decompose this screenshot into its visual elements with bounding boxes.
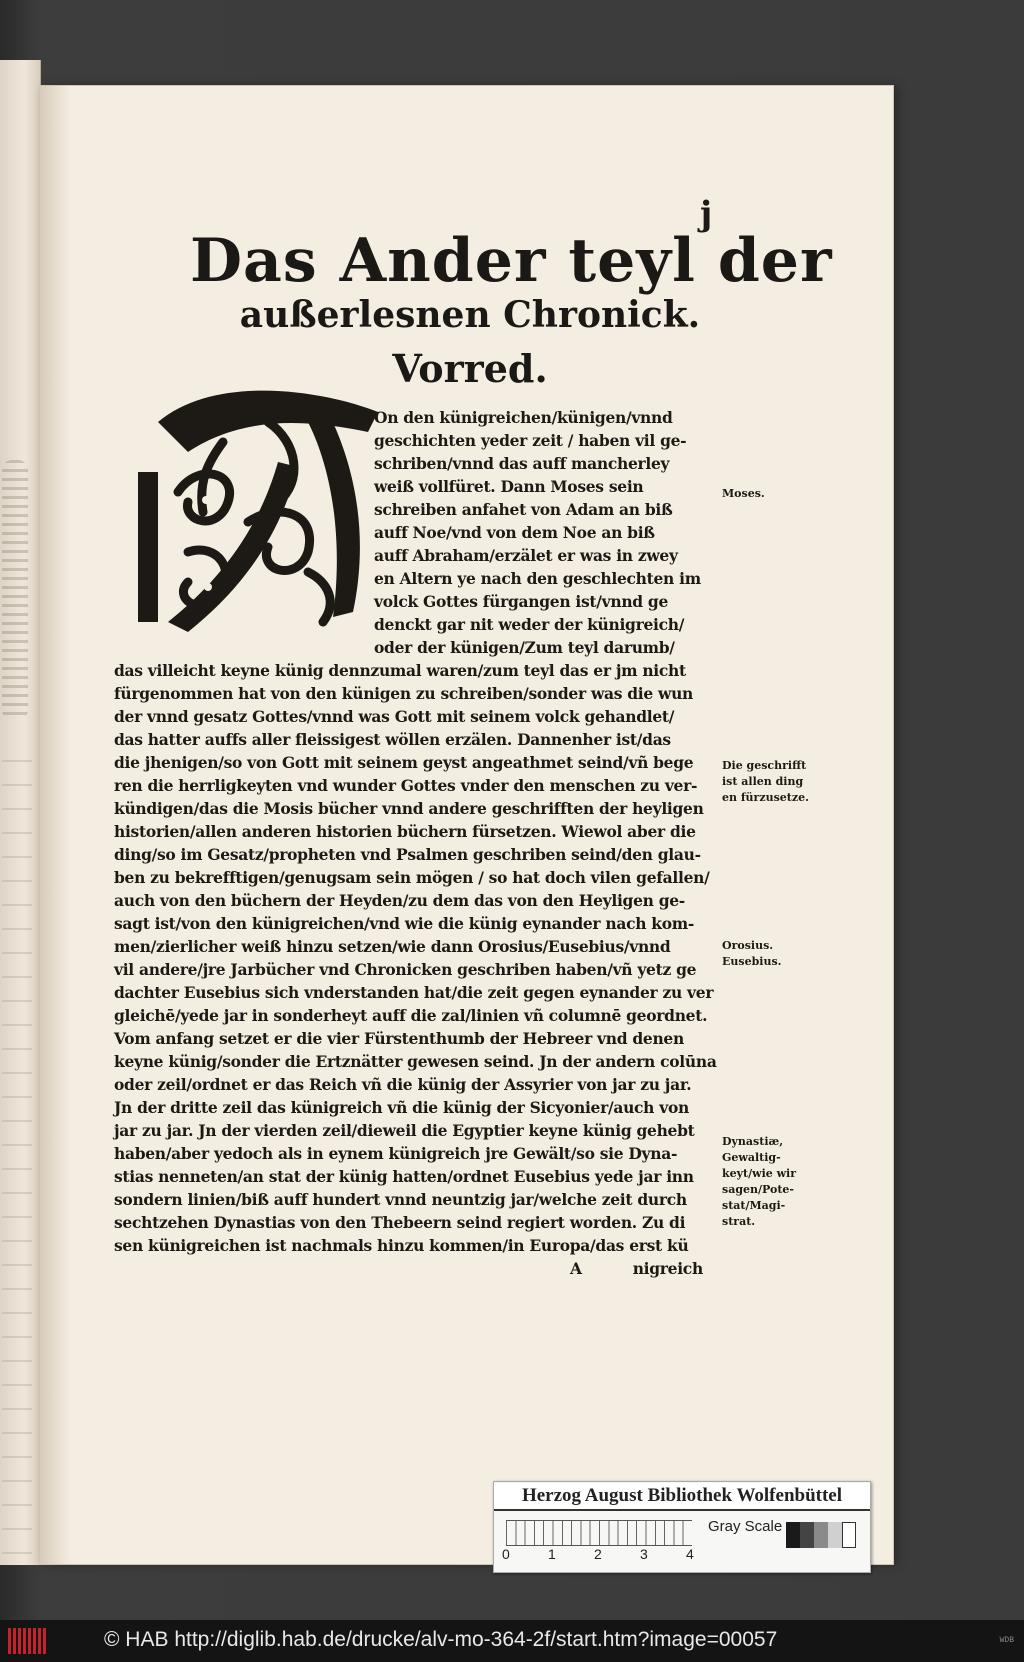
margin-note-line: en fürzusetze. xyxy=(722,791,809,804)
body-text-line: das villeicht keyne künig dennzumal waren/zum teyl das er jm nicht xyxy=(114,661,686,680)
previous-page-edge xyxy=(0,60,41,1565)
previous-page-text xyxy=(2,760,32,1560)
margin-note-dynastiae xyxy=(722,1134,796,1230)
body-text-line: weiß vollfüret. Dann Moses sein xyxy=(374,477,644,496)
folio-number: j xyxy=(700,194,713,234)
chapter-title: Das Ander teyl der xyxy=(190,226,833,296)
body-text-line: fürgenommen hat von den künigen zu schreiben/sonder was die wun xyxy=(114,684,694,703)
section-heading: Vorred. xyxy=(392,346,548,391)
footer-badge: WDB xyxy=(999,1636,1014,1645)
previous-page-ornament xyxy=(2,460,28,720)
body-text-line: Vom anfang setzet er die vier Fürstenthumb der Hebreer vnd denen xyxy=(114,1029,684,1048)
body-text-line: historien/allen anderen historien büchern fürsetzen. Wiewol aber die xyxy=(114,822,696,841)
hab-logo-icon xyxy=(8,1628,46,1654)
body-text-line: die jhenigen/so von Gott mit seinem geyst angeathmet seind/vñ bege xyxy=(114,753,694,772)
body-text-line: der vnnd gesatz Gottes/vnnd was Gott mit seinem volck gehandlet/ xyxy=(114,707,675,726)
body-text-line: ren die herrligkeyten vnd wunder Gottes vnder den menschen zu ver- xyxy=(114,776,698,795)
library-name: Herzog August Bibliothek Wolfenbüttel xyxy=(494,1483,870,1511)
ruler-number: 0 xyxy=(502,1546,510,1562)
body-text-line: oder zeil/ordnet er das Reich vñ die künig der Assyrier von jar zu jar. xyxy=(114,1075,692,1094)
gray-scale-label: Gray Scale xyxy=(708,1518,783,1535)
body-text-line: gleichē/yede jar in sonderheyt auff die zal/linien vñ columnē geordnet. xyxy=(114,1006,708,1025)
gray-swatch xyxy=(800,1522,814,1548)
body-text-line: kündigen/das die Mosis bücher vnnd andere geschrifften der heyligen xyxy=(114,799,704,818)
ruler-number: 2 xyxy=(594,1546,602,1562)
body-text-line: sechtzehen Dynastias von den Thebeern seind regiert worden. Zu di xyxy=(114,1213,686,1232)
catchword-line: A nigreich xyxy=(570,1259,703,1278)
body-text-line: denckt gar nit weder der künigreich/ xyxy=(374,615,685,634)
body-text-line: men/zierlicher weiß hinzu setzen/wie dann Orosius/Eusebius/vnnd xyxy=(114,937,671,956)
margin-note-moses xyxy=(722,486,765,502)
body-text-line: jar zu jar. Jn der vierden zeil/dieweil die Egyptier keyne künig gehebt xyxy=(114,1121,695,1140)
margin-note-line: stat/Magi- xyxy=(722,1199,786,1212)
body-text-line: On den künigreichen/künigen/vnnd xyxy=(374,408,673,427)
body-text-line: sen künigreichen ist nachmals hinzu kommen/in Europa/das erst kü xyxy=(114,1236,689,1255)
chapter-subtitle: außerlesnen Chronick. xyxy=(239,294,701,336)
margin-note-orosius xyxy=(722,938,781,970)
body-text-line: auff Noe/vnd von dem Noe an biß xyxy=(374,523,655,542)
body-text-line: haben/aber yedoch als in eynem künigreich jre Gewält/so sie Dyna- xyxy=(114,1144,678,1163)
body-text-line: schreiben anfahet von Adam an biß xyxy=(374,500,673,519)
library-scale-card xyxy=(493,1481,871,1573)
margin-note-line: sagen/Pote- xyxy=(722,1183,794,1196)
margin-note-scripture xyxy=(722,758,809,806)
ruler-number: 3 xyxy=(640,1546,648,1562)
body-text-line: stias nenneten/an stat der künig hatten/ordnet Eusebius yede jar inn xyxy=(114,1167,694,1186)
body-text-line: en Altern ye nach den geschlechten im xyxy=(374,569,701,588)
margin-note-line: Dynastiæ, xyxy=(722,1135,784,1148)
body-text-line: Jn der dritte zeil das künigreich vñ die künig der Sicyonier/auch von xyxy=(114,1098,689,1117)
gray-swatch xyxy=(828,1522,842,1548)
gray-swatch xyxy=(842,1522,856,1548)
body-text-line: auff Abraham/erzälet er was in zwey xyxy=(374,546,678,565)
margin-note-line: Die geschrifft xyxy=(722,759,807,772)
body-text-line: schriben/vnnd das auff mancherley xyxy=(374,454,670,473)
body-text-line: dachter Eusebius sich vnderstanden hat/die zeit gegen eynander zu ver xyxy=(114,983,714,1002)
gray-swatch xyxy=(814,1522,828,1548)
book-page xyxy=(40,86,893,1564)
footer-copyright-link[interactable]: © HAB http://diglib.hab.de/drucke/alv-mo-364-2f/start.htm?image=00057 xyxy=(104,1628,778,1651)
margin-note-line: keyt/wie wir xyxy=(722,1167,797,1180)
body-text-line: sagt ist/von den künigreichen/vnd wie die künig eynander nach kom- xyxy=(114,914,695,933)
margin-note-line: Eusebius. xyxy=(722,955,782,968)
margin-note-line: Gewaltig- xyxy=(722,1151,781,1164)
ruler-number: 1 xyxy=(548,1546,556,1562)
margin-note-line: strat. xyxy=(722,1215,756,1228)
body-text-line: geschichten yeder zeit / haben vil ge- xyxy=(374,431,687,450)
body-text-line: auch von den büchern der Heyden/zu dem das von den Heyligen ge- xyxy=(114,891,685,910)
body-text-line: sondern linien/biß auff hundert vnnd neuntzig jar/welche zeit durch xyxy=(114,1190,687,1209)
gutter-shadow xyxy=(40,86,70,1564)
body-text-line: ben zu bekrefftigen/genugsam sein mögen / so hat doch vilen gefallen/ xyxy=(114,868,710,887)
body-text-line: vil andere/jre Jarbücher vnd Chronicken geschriben haben/vñ yetz ge xyxy=(114,960,697,979)
decorated-initial-icon xyxy=(128,382,398,638)
ruler-number: 4 xyxy=(686,1546,694,1562)
footer-bar xyxy=(0,1620,1024,1662)
margin-note-line: ist allen ding xyxy=(722,775,804,788)
body-text-line: das hatter auffs aller fleissigest wöllen erzälen. Dannenher ist/das xyxy=(114,730,671,749)
margin-note-line: Moses. xyxy=(722,487,765,500)
ruler-scale xyxy=(506,1520,692,1546)
body-text-line: keyne künig/sonder die Ertznätter gewesen seind. Jn der andern colūna xyxy=(114,1052,717,1071)
body-text-line: volck Gottes fürgangen ist/vnnd ge xyxy=(374,592,669,611)
margin-note-line: Orosius. xyxy=(722,939,774,952)
body-text-line: oder der künigen/Zum teyl darumb/ xyxy=(374,638,675,657)
body-text-line: ding/so im Gesatz/propheten vnd Psalmen geschriben seind/den glau- xyxy=(114,845,701,864)
gray-swatch xyxy=(786,1522,800,1548)
